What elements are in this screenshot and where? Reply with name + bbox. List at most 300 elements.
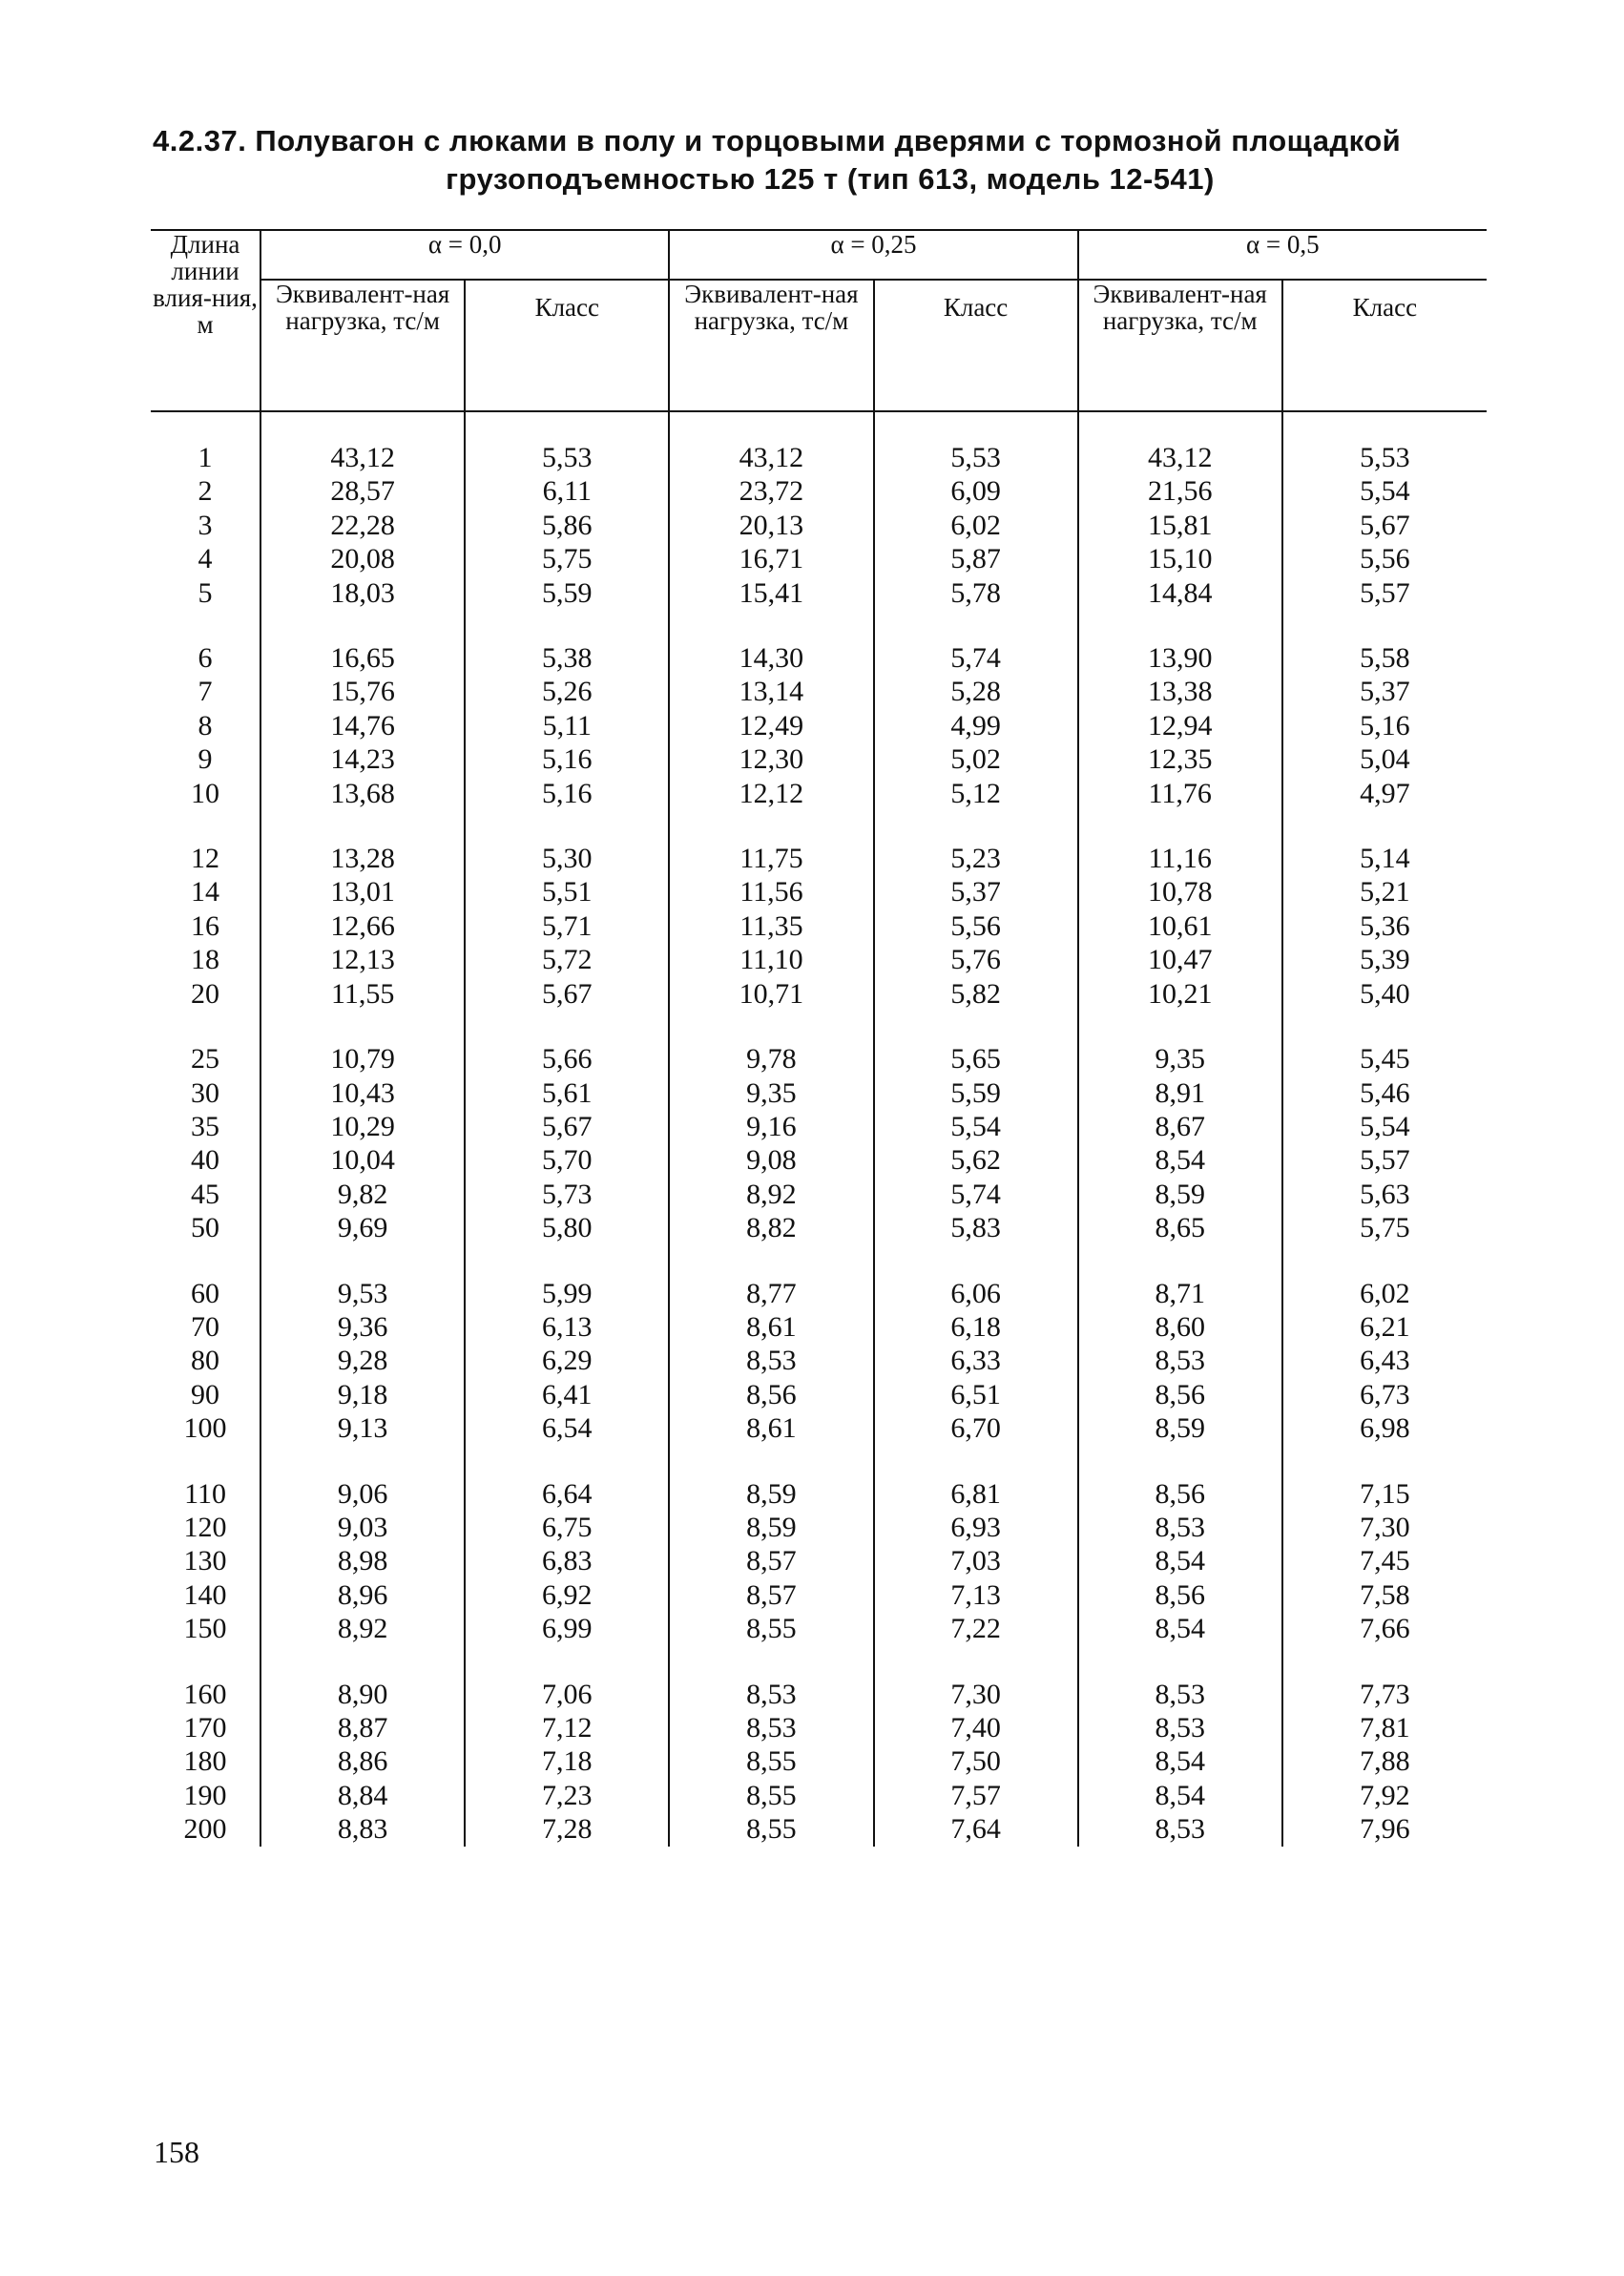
length-cell: 18: [191, 944, 220, 976]
table-row: [151, 576, 1487, 610]
equivalent-load-cell: 9,36: [260, 1310, 465, 1344]
length-cell: 200: [183, 1813, 227, 1846]
class-cell: 5,21: [1282, 875, 1487, 908]
length-cell: 190: [183, 1779, 227, 1811]
class-cell: 5,99: [465, 1245, 669, 1310]
class-cell: 5,61: [465, 1076, 669, 1110]
equivalent-load-cell: 12,13: [260, 943, 465, 976]
equivalent-load-cell: 8,56: [1078, 1578, 1282, 1612]
table-body: [151, 411, 1487, 1847]
class-cell: 6,93: [874, 1511, 1078, 1544]
class-cell: 6,51: [874, 1378, 1078, 1411]
equivalent-load-cell: 8,53: [1078, 1812, 1282, 1846]
class-cell: 7,64: [874, 1812, 1078, 1846]
class-cell: 5,56: [1282, 542, 1487, 575]
length-cell: 90: [191, 1378, 220, 1410]
equivalent-load-cell: 8,67: [1078, 1110, 1282, 1143]
class-cell: 5,57: [1282, 1143, 1487, 1177]
title-line-1: 4.2.37. Полувагон с люками в полу и торцовыми дверями с тормозной площадкой: [153, 124, 1402, 157]
class-header: Класс: [874, 280, 1078, 411]
class-cell: 5,63: [1282, 1178, 1487, 1211]
table-row: [151, 1378, 1487, 1411]
table-row: [151, 1344, 1487, 1377]
class-cell: 5,62: [874, 1143, 1078, 1177]
equivalent-load-cell: 13,68: [260, 777, 465, 810]
equivalent-load-header: Эквивалент-ная нагрузка, тс/м: [260, 280, 465, 411]
equivalent-load-cell: 12,94: [1078, 709, 1282, 742]
class-cell: 5,54: [874, 1110, 1078, 1143]
table-row: [151, 1211, 1487, 1244]
class-cell: 6,75: [465, 1511, 669, 1544]
table-row: [151, 1110, 1487, 1143]
class-cell: 5,14: [1282, 810, 1487, 875]
equivalent-load-cell: 18,03: [260, 576, 465, 610]
length-cell: 14: [191, 876, 220, 908]
class-cell: 7,40: [874, 1711, 1078, 1744]
length-cell: 4: [198, 543, 213, 575]
length-cell: 110: [184, 1477, 226, 1510]
class-cell: 6,98: [1282, 1411, 1487, 1445]
equivalent-load-cell: 9,53: [260, 1245, 465, 1310]
class-cell: 5,04: [1282, 742, 1487, 776]
equivalent-load-cell: 8,55: [669, 1812, 873, 1846]
class-cell: 5,36: [1282, 909, 1487, 943]
title-line-2: грузоподъемностью 125 т (тип 613, модель 12-541): [446, 162, 1215, 196]
equivalent-load-cell: 8,53: [1078, 1344, 1282, 1377]
equivalent-load-cell: 13,28: [260, 810, 465, 875]
equivalent-load-cell: 8,54: [1078, 1779, 1282, 1812]
class-cell: 6,11: [465, 474, 669, 508]
equivalent-load-cell: 8,54: [1078, 1744, 1282, 1778]
equivalent-load-cell: 10,21: [1078, 977, 1282, 1011]
class-cell: 4,97: [1282, 777, 1487, 810]
class-cell: 6,02: [874, 509, 1078, 542]
class-cell: 5,26: [465, 675, 669, 708]
equivalent-load-cell: 21,56: [1078, 474, 1282, 508]
class-cell: 7,03: [874, 1544, 1078, 1577]
equivalent-load-cell: 9,35: [1078, 1011, 1282, 1075]
table-row: [151, 509, 1487, 542]
length-cell: 70: [191, 1310, 220, 1343]
equivalent-load-cell: 8,77: [669, 1245, 873, 1310]
equivalent-load-cell: 9,06: [260, 1446, 465, 1511]
class-cell: 6,02: [1282, 1245, 1487, 1310]
equivalent-load-cell: 10,79: [260, 1011, 465, 1075]
equivalent-load-cell: 8,54: [1078, 1544, 1282, 1577]
class-cell: 7,06: [465, 1646, 669, 1711]
equivalent-load-cell: 10,04: [260, 1143, 465, 1177]
equivalent-load-cell: 9,82: [260, 1178, 465, 1211]
equivalent-load-cell: 14,23: [260, 742, 465, 776]
equivalent-load-cell: 14,30: [669, 610, 873, 675]
class-cell: 5,53: [465, 411, 669, 474]
equivalent-load-cell: 11,10: [669, 943, 873, 976]
class-cell: 7,13: [874, 1578, 1078, 1612]
equivalent-load-cell: 8,56: [1078, 1446, 1282, 1511]
equivalent-load-cell: 8,59: [1078, 1411, 1282, 1445]
equivalent-load-cell: 9,08: [669, 1143, 873, 1177]
class-cell: 5,53: [1282, 411, 1487, 474]
class-cell: 7,92: [1282, 1779, 1487, 1812]
class-cell: 5,11: [465, 709, 669, 742]
equivalent-load-cell: 22,28: [260, 509, 465, 542]
class-cell: 5,65: [874, 1011, 1078, 1075]
equivalent-load-cell: 11,35: [669, 909, 873, 943]
table-row: [151, 1711, 1487, 1744]
length-cell: 170: [183, 1712, 227, 1744]
length-cell: 150: [183, 1613, 227, 1645]
equivalent-load-cell: 15,76: [260, 675, 465, 708]
table-row: [151, 1011, 1487, 1075]
table-row: [151, 1446, 1487, 1511]
class-cell: 6,13: [465, 1310, 669, 1344]
class-cell: 6,09: [874, 474, 1078, 508]
equivalent-load-cell: 8,61: [669, 1411, 873, 1445]
equivalent-load-cell: 10,61: [1078, 909, 1282, 943]
class-cell: 7,12: [465, 1711, 669, 1744]
class-cell: 6,29: [465, 1344, 669, 1377]
class-cell: 7,57: [874, 1779, 1078, 1812]
alpha-header-025: α = 0,25: [669, 230, 1077, 280]
class-cell: 5,16: [465, 777, 669, 810]
length-cell: 35: [191, 1110, 220, 1142]
table-row: [151, 943, 1487, 976]
class-cell: 5,73: [465, 1178, 669, 1211]
class-cell: 5,67: [465, 1110, 669, 1143]
equivalent-load-cell: 13,38: [1078, 675, 1282, 708]
equivalent-load-cell: 8,59: [669, 1446, 873, 1511]
equivalent-load-cell: 43,12: [260, 411, 465, 474]
class-cell: 5,28: [874, 675, 1078, 708]
table-row: [151, 709, 1487, 742]
class-cell: 5,76: [874, 943, 1078, 976]
equivalent-load-cell: 8,53: [669, 1344, 873, 1377]
class-cell: 5,80: [465, 1211, 669, 1244]
equivalent-load-cell: 13,01: [260, 875, 465, 908]
class-cell: 5,66: [465, 1011, 669, 1075]
class-cell: 6,41: [465, 1378, 669, 1411]
class-cell: 5,23: [874, 810, 1078, 875]
table-row: [151, 1544, 1487, 1577]
table-row: [151, 909, 1487, 943]
length-cell: 45: [191, 1178, 220, 1210]
equivalent-load-cell: 8,55: [669, 1744, 873, 1778]
class-cell: 7,45: [1282, 1544, 1487, 1577]
class-cell: 5,58: [1282, 610, 1487, 675]
class-cell: 5,54: [1282, 1110, 1487, 1143]
class-cell: 5,75: [465, 542, 669, 575]
length-cell: 20: [191, 977, 220, 1010]
table-row: [151, 1310, 1487, 1344]
equivalent-load-cell: 8,71: [1078, 1245, 1282, 1310]
class-cell: 7,30: [1282, 1511, 1487, 1544]
table-row: [151, 1511, 1487, 1544]
equivalent-load-cell: 8,87: [260, 1711, 465, 1744]
class-cell: 7,15: [1282, 1446, 1487, 1511]
class-cell: 6,83: [465, 1544, 669, 1577]
equivalent-load-cell: 8,57: [669, 1544, 873, 1577]
class-cell: 5,46: [1282, 1076, 1487, 1110]
table-row: [151, 1646, 1487, 1711]
class-cell: 7,22: [874, 1612, 1078, 1645]
class-header: Класс: [465, 280, 669, 411]
class-cell: 5,67: [1282, 509, 1487, 542]
table-row: [151, 1612, 1487, 1645]
class-cell: 5,78: [874, 576, 1078, 610]
class-cell: 5,71: [465, 909, 669, 943]
class-cell: 5,86: [465, 509, 669, 542]
class-cell: 6,73: [1282, 1378, 1487, 1411]
length-cell: 1: [198, 442, 213, 473]
length-cell: 40: [191, 1144, 220, 1177]
equivalent-load-cell: 9,03: [260, 1511, 465, 1544]
equivalent-load-cell: 8,56: [1078, 1378, 1282, 1411]
equivalent-load-table: [151, 229, 1487, 1847]
equivalent-load-cell: 12,66: [260, 909, 465, 943]
length-cell: 130: [183, 1545, 227, 1577]
equivalent-load-cell: 10,29: [260, 1110, 465, 1143]
class-cell: 5,02: [874, 742, 1078, 776]
length-cell: 6: [198, 642, 213, 675]
class-cell: 5,51: [465, 875, 669, 908]
equivalent-load-cell: 8,84: [260, 1779, 465, 1812]
equivalent-load-cell: 8,55: [669, 1779, 873, 1812]
equivalent-load-cell: 9,78: [669, 1011, 873, 1075]
equivalent-load-cell: 12,12: [669, 777, 873, 810]
equivalent-load-cell: 15,10: [1078, 542, 1282, 575]
equivalent-load-cell: 8,53: [1078, 1646, 1282, 1711]
class-cell: 5,83: [874, 1211, 1078, 1244]
class-cell: 6,18: [874, 1310, 1078, 1344]
class-cell: 7,23: [465, 1779, 669, 1812]
equivalent-load-cell: 15,81: [1078, 509, 1282, 542]
equivalent-load-cell: 10,43: [260, 1076, 465, 1110]
equivalent-load-cell: 8,54: [1078, 1143, 1282, 1177]
class-cell: 7,66: [1282, 1612, 1487, 1645]
equivalent-load-cell: 12,35: [1078, 742, 1282, 776]
length-cell: 50: [191, 1212, 220, 1244]
equivalent-load-cell: 9,18: [260, 1378, 465, 1411]
table-row: [151, 1812, 1487, 1846]
equivalent-load-cell: 8,55: [669, 1612, 873, 1645]
class-cell: 5,56: [874, 909, 1078, 943]
length-cell: 9: [198, 743, 213, 776]
equivalent-load-cell: 8,90: [260, 1646, 465, 1711]
class-cell: 4,99: [874, 709, 1078, 742]
equivalent-load-cell: 8,96: [260, 1578, 465, 1612]
equivalent-load-cell: 14,76: [260, 709, 465, 742]
equivalent-load-cell: 11,55: [260, 977, 465, 1011]
table-row: [151, 1779, 1487, 1812]
equivalent-load-cell: 8,83: [260, 1812, 465, 1846]
equivalent-load-cell: 10,47: [1078, 943, 1282, 976]
class-cell: 6,43: [1282, 1344, 1487, 1377]
length-cell: 30: [191, 1076, 220, 1109]
equivalent-load-cell: 8,61: [669, 1310, 873, 1344]
length-cell: 180: [183, 1745, 227, 1778]
class-cell: 7,18: [465, 1744, 669, 1778]
table-row: [151, 542, 1487, 575]
equivalent-load-cell: 43,12: [669, 411, 873, 474]
class-cell: 7,73: [1282, 1646, 1487, 1711]
equivalent-load-cell: 9,35: [669, 1076, 873, 1110]
equivalent-load-cell: 16,71: [669, 542, 873, 575]
class-cell: 6,81: [874, 1446, 1078, 1511]
class-cell: 5,74: [874, 1178, 1078, 1211]
page-number: 158: [154, 2135, 199, 2169]
class-header: Класс: [1282, 280, 1487, 411]
equivalent-load-cell: 16,65: [260, 610, 465, 675]
table-row: [151, 610, 1487, 675]
length-cell: 2: [198, 475, 213, 508]
class-cell: 7,30: [874, 1646, 1078, 1711]
equivalent-load-cell: 8,92: [260, 1612, 465, 1645]
equivalent-load-cell: 20,08: [260, 542, 465, 575]
equivalent-load-cell: 11,75: [669, 810, 873, 875]
equivalent-load-cell: 8,53: [1078, 1511, 1282, 1544]
table-row: [151, 474, 1487, 508]
alpha-header-05: α = 0,5: [1078, 230, 1487, 280]
class-cell: 5,59: [874, 1076, 1078, 1110]
length-cell: 140: [183, 1578, 227, 1611]
length-cell: 60: [191, 1277, 220, 1309]
length-cell: 120: [183, 1511, 227, 1543]
table-title: [153, 122, 1508, 198]
length-cell: 12: [191, 843, 220, 875]
class-cell: 6,99: [465, 1612, 669, 1645]
table-row: [151, 1178, 1487, 1211]
equivalent-load-cell: 10,78: [1078, 875, 1282, 908]
equivalent-load-cell: 8,59: [1078, 1178, 1282, 1211]
equivalent-load-cell: 28,57: [260, 474, 465, 508]
equivalent-load-cell: 10,71: [669, 977, 873, 1011]
equivalent-load-cell: 8,53: [1078, 1711, 1282, 1744]
class-cell: 5,16: [465, 742, 669, 776]
table-row: [151, 1076, 1487, 1110]
length-cell: 5: [198, 576, 213, 609]
table-row: [151, 977, 1487, 1011]
equivalent-load-cell: 14,84: [1078, 576, 1282, 610]
class-cell: 5,37: [874, 875, 1078, 908]
equivalent-load-cell: 8,56: [669, 1378, 873, 1411]
class-cell: 5,82: [874, 977, 1078, 1011]
table-row: [151, 1744, 1487, 1778]
equivalent-load-cell: 8,53: [669, 1711, 873, 1744]
equivalent-load-cell: 11,16: [1078, 810, 1282, 875]
length-cell: 160: [183, 1678, 227, 1710]
equivalent-load-cell: 8,59: [669, 1511, 873, 1544]
equivalent-load-cell: 8,65: [1078, 1211, 1282, 1244]
equivalent-load-cell: 8,60: [1078, 1310, 1282, 1344]
length-cell: 25: [191, 1043, 220, 1075]
class-cell: 6,92: [465, 1578, 669, 1612]
equivalent-load-cell: 8,86: [260, 1744, 465, 1778]
class-cell: 5,16: [1282, 709, 1487, 742]
equivalent-load-cell: 9,28: [260, 1344, 465, 1377]
length-cell: 3: [198, 509, 213, 541]
equivalent-load-cell: 8,54: [1078, 1612, 1282, 1645]
table-row: [151, 875, 1487, 908]
class-cell: 6,54: [465, 1411, 669, 1445]
table-row: [151, 1578, 1487, 1612]
equivalent-load-cell: 13,14: [669, 675, 873, 708]
class-cell: 5,40: [1282, 977, 1487, 1011]
class-cell: 5,87: [874, 542, 1078, 575]
class-cell: 5,12: [874, 777, 1078, 810]
class-cell: 6,64: [465, 1446, 669, 1511]
class-cell: 6,06: [874, 1245, 1078, 1310]
length-cell: 10: [191, 777, 220, 809]
equivalent-load-cell: 23,72: [669, 474, 873, 508]
equivalent-load-cell: 20,13: [669, 509, 873, 542]
table-row: [151, 777, 1487, 810]
class-cell: 6,70: [874, 1411, 1078, 1445]
equivalent-load-cell: 8,91: [1078, 1076, 1282, 1110]
alpha-header-0: α = 0,0: [260, 230, 669, 280]
class-cell: 7,28: [465, 1812, 669, 1846]
class-cell: 5,38: [465, 610, 669, 675]
equivalent-load-cell: 12,30: [669, 742, 873, 776]
length-header: Длина линии влия-ния, м: [151, 230, 260, 411]
class-cell: 5,30: [465, 810, 669, 875]
class-cell: 7,96: [1282, 1812, 1487, 1846]
class-cell: 7,50: [874, 1744, 1078, 1778]
equivalent-load-header: Эквивалент-ная нагрузка, тс/м: [1078, 280, 1282, 411]
equivalent-load-cell: 8,82: [669, 1211, 873, 1244]
table-row: [151, 810, 1487, 875]
class-cell: 5,45: [1282, 1011, 1487, 1075]
length-cell: 8: [198, 709, 213, 741]
class-cell: 7,81: [1282, 1711, 1487, 1744]
class-cell: 5,54: [1282, 474, 1487, 508]
class-cell: 5,57: [1282, 576, 1487, 610]
equivalent-load-cell: 8,98: [260, 1544, 465, 1577]
class-cell: 5,39: [1282, 943, 1487, 976]
equivalent-load-header: Эквивалент-ная нагрузка, тс/м: [669, 280, 873, 411]
table-row: [151, 411, 1487, 474]
equivalent-load-cell: 9,13: [260, 1411, 465, 1445]
table-row: [151, 1245, 1487, 1310]
equivalent-load-cell: 43,12: [1078, 411, 1282, 474]
length-cell: 7: [198, 676, 213, 708]
length-cell: 80: [191, 1345, 220, 1377]
class-cell: 5,37: [1282, 675, 1487, 708]
class-cell: 5,53: [874, 411, 1078, 474]
equivalent-load-cell: 13,90: [1078, 610, 1282, 675]
class-cell: 5,70: [465, 1143, 669, 1177]
class-cell: 7,88: [1282, 1744, 1487, 1778]
class-cell: 5,59: [465, 576, 669, 610]
class-cell: 5,75: [1282, 1211, 1487, 1244]
table-row: [151, 1143, 1487, 1177]
table-row: [151, 675, 1487, 708]
length-cell: 100: [183, 1412, 227, 1445]
equivalent-load-cell: 12,49: [669, 709, 873, 742]
class-cell: 6,21: [1282, 1310, 1487, 1344]
equivalent-load-cell: 11,76: [1078, 777, 1282, 810]
class-cell: 5,67: [465, 977, 669, 1011]
length-cell: 16: [191, 909, 220, 942]
equivalent-load-cell: 8,53: [669, 1646, 873, 1711]
class-cell: 5,72: [465, 943, 669, 976]
table-row: [151, 742, 1487, 776]
equivalent-load-cell: 9,16: [669, 1110, 873, 1143]
equivalent-load-cell: 9,69: [260, 1211, 465, 1244]
class-cell: 5,74: [874, 610, 1078, 675]
equivalent-load-cell: 8,57: [669, 1578, 873, 1612]
equivalent-load-cell: 11,56: [669, 875, 873, 908]
class-cell: 6,33: [874, 1344, 1078, 1377]
